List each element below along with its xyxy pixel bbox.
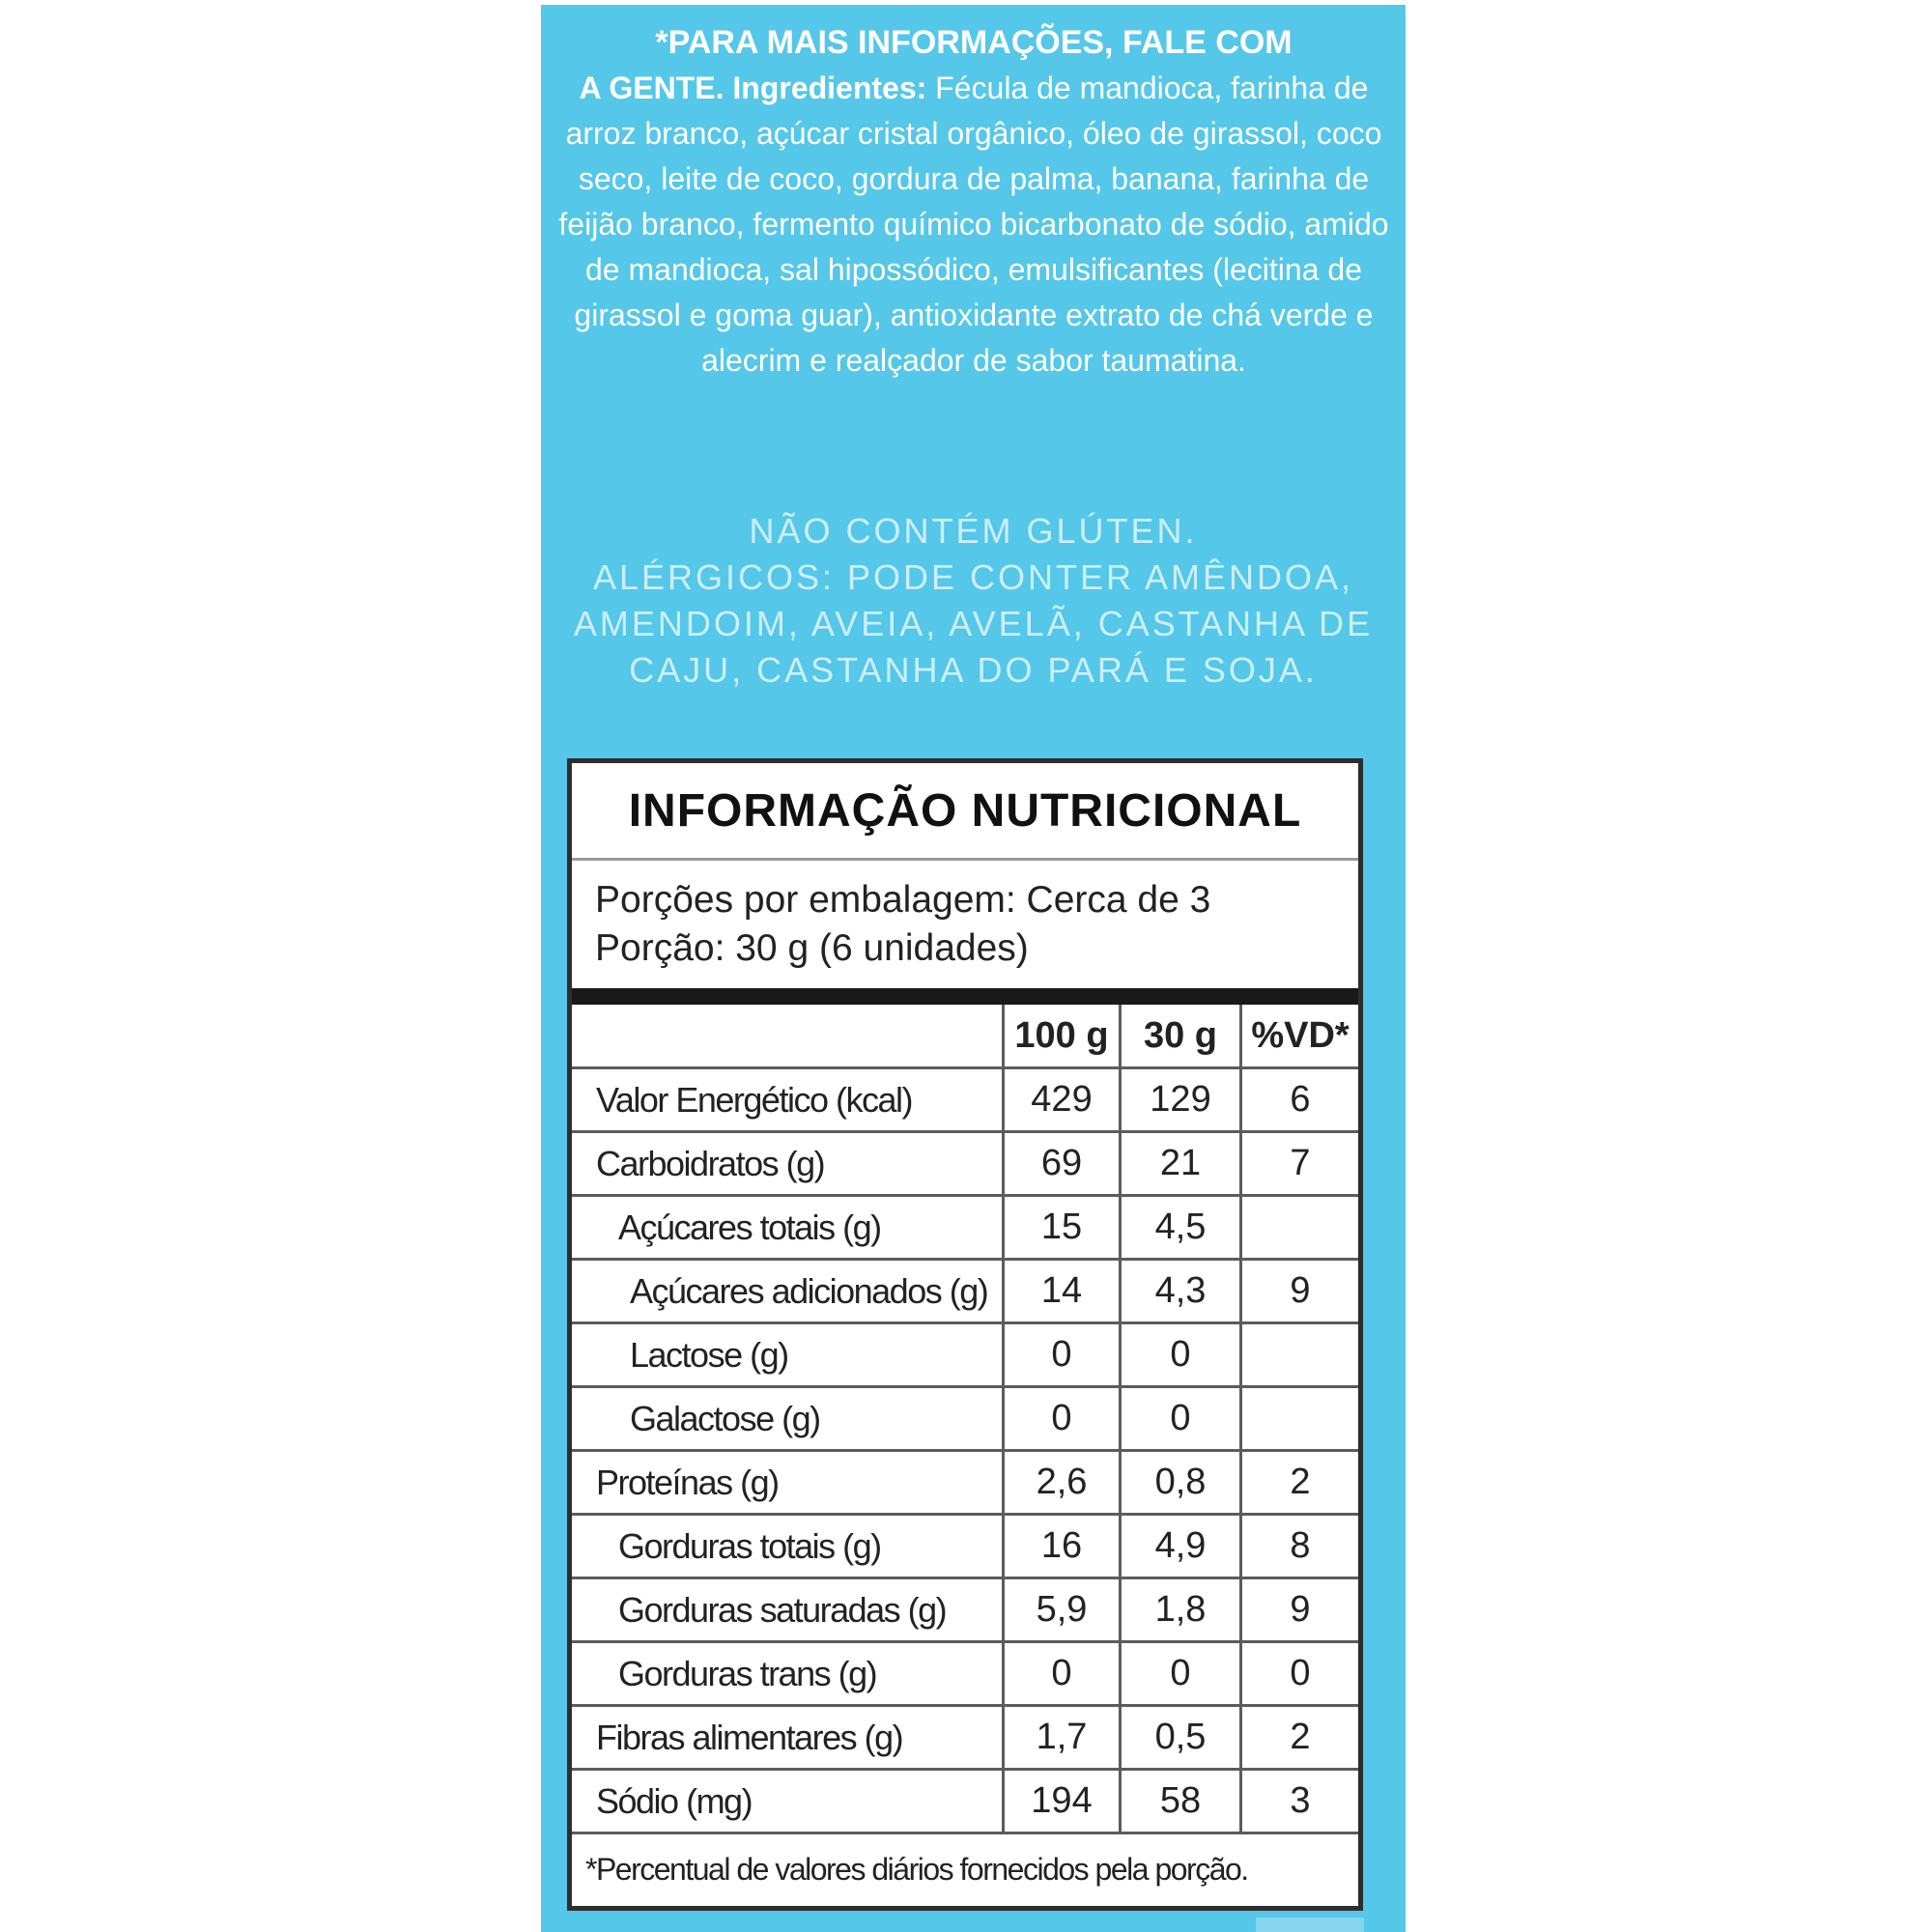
value-30g: 4,3	[1119, 1261, 1239, 1321]
value-vd	[1239, 1197, 1358, 1258]
value-30g: 58	[1119, 1771, 1239, 1832]
column-header-30g: 30 g	[1119, 1005, 1239, 1066]
nutrient-label: Açúcares adicionados (g)	[630, 1270, 988, 1311]
value-100g: 14	[1002, 1261, 1119, 1321]
nutrient-label: Fibras alimentares (g)	[596, 1717, 903, 1757]
table-row	[572, 1069, 1358, 1133]
value-30g: 4,9	[1119, 1516, 1239, 1577]
value-30g: 0,5	[1119, 1707, 1239, 1768]
table-row	[572, 1579, 1358, 1643]
contact-note-text: *PARA MAIS INFORMAÇÕES, FALE COM	[655, 24, 1293, 61]
value-vd: 6	[1239, 1069, 1358, 1130]
nutrient-label: Gorduras saturadas (g)	[618, 1589, 947, 1630]
column-header-100g: 100 g	[1002, 1005, 1119, 1066]
header-empty-cell	[572, 1005, 1002, 1066]
nutrient-label: Gorduras totais (g)	[618, 1525, 881, 1566]
value-100g: 15	[1002, 1197, 1119, 1258]
value-vd: 8	[1239, 1516, 1358, 1577]
value-vd: 2	[1239, 1707, 1358, 1768]
value-30g: 0,8	[1119, 1452, 1239, 1513]
table-row	[572, 1197, 1358, 1261]
value-100g: 194	[1002, 1771, 1119, 1832]
contact-note-tail: A GENTE.	[579, 71, 724, 105]
table-row	[572, 1643, 1358, 1707]
nutrition-facts-table	[567, 758, 1363, 1911]
value-100g: 0	[1002, 1643, 1119, 1704]
table-row	[572, 1771, 1358, 1834]
value-100g: 0	[1002, 1324, 1119, 1385]
value-vd: 9	[1239, 1579, 1358, 1640]
allergen-line: CAJU, CASTANHA DO PARÁ E SOJA.	[629, 650, 1318, 690]
servings-per-package: Porções por embalagem: Cerca de 3	[595, 879, 1211, 921]
nutrition-table-title: INFORMAÇÃO NUTRICIONAL	[628, 784, 1302, 837]
table-row	[572, 1707, 1358, 1771]
value-30g: 129	[1119, 1069, 1239, 1130]
value-vd	[1239, 1388, 1358, 1449]
nutrient-label: Gorduras trans (g)	[618, 1653, 877, 1693]
table-row	[572, 1516, 1358, 1579]
column-header-vd: %VD*	[1239, 1005, 1358, 1066]
value-30g: 1,8	[1119, 1579, 1239, 1640]
daily-value-footnote: *Percentual de valores diários fornecidos pela porção.	[585, 1852, 1248, 1887]
table-row	[572, 1324, 1358, 1388]
nutrient-label: Galactose (g)	[630, 1398, 820, 1438]
ingredients-heading: Ingredientes:	[732, 71, 927, 105]
gluten-free-line: NÃO CONTÉM GLÚTEN.	[749, 511, 1198, 551]
table-row	[572, 1133, 1358, 1197]
ingredients-list-text: Fécula de mandioca, farinha de arroz branco, açúcar cristal orgânico, óleo de girassol, coco seco, leite de coco, gordura de palma, banana, farinha de feijão branco, fermento químico bicarbonato de sódio, amido de mandioca, sal hipossódico, emulsificantes (lecitina de girassol e goma guar), antioxidante extrato de chá verde e alecrim e realçador de sabor taumatina.	[558, 71, 1389, 378]
table-row	[572, 1261, 1358, 1324]
value-100g: 5,9	[1002, 1579, 1119, 1640]
table-row	[572, 1388, 1358, 1452]
table-row	[572, 1452, 1358, 1516]
value-vd	[1239, 1324, 1358, 1385]
nutrient-label: Carboidratos (g)	[596, 1143, 825, 1183]
value-100g: 69	[1002, 1133, 1119, 1194]
corner-accent-patch	[1256, 1918, 1364, 1932]
nutrient-label: Proteínas (g)	[596, 1462, 779, 1502]
value-vd: 7	[1239, 1133, 1358, 1194]
thick-separator-bar	[572, 988, 1358, 1005]
value-vd: 2	[1239, 1452, 1358, 1513]
nutrient-label: Açúcares totais (g)	[618, 1207, 881, 1247]
allergen-line: AMENDOIM, AVEIA, AVELÃ, CASTANHA DE	[573, 604, 1374, 643]
nutrient-label: Sódio (mg)	[596, 1780, 753, 1821]
ingredients-paragraph	[549, 20, 1399, 384]
value-vd: 3	[1239, 1771, 1358, 1832]
value-30g: 0	[1119, 1324, 1239, 1385]
value-100g: 0	[1002, 1388, 1119, 1449]
value-30g: 4,5	[1119, 1197, 1239, 1258]
value-vd: 9	[1239, 1261, 1358, 1321]
serving-info	[572, 861, 1358, 984]
value-100g: 16	[1002, 1516, 1119, 1577]
value-100g: 2,6	[1002, 1452, 1119, 1513]
nutrition-grid	[572, 1005, 1358, 1834]
allergen-statement	[541, 508, 1406, 694]
allergen-line: ALÉRGICOS: PODE CONTER AMÊNDOA,	[592, 557, 1354, 597]
nutrient-label: Lactose (g)	[630, 1334, 788, 1375]
value-30g: 0	[1119, 1643, 1239, 1704]
value-vd: 0	[1239, 1643, 1358, 1704]
value-30g: 21	[1119, 1133, 1239, 1194]
value-100g: 1,7	[1002, 1707, 1119, 1768]
value-100g: 429	[1002, 1069, 1119, 1130]
nutrient-label: Valor Energético (kcal)	[596, 1079, 912, 1120]
table-header-row	[572, 1005, 1358, 1069]
portion-size: Porção: 30 g (6 unidades)	[595, 927, 1029, 969]
value-30g: 0	[1119, 1388, 1239, 1449]
